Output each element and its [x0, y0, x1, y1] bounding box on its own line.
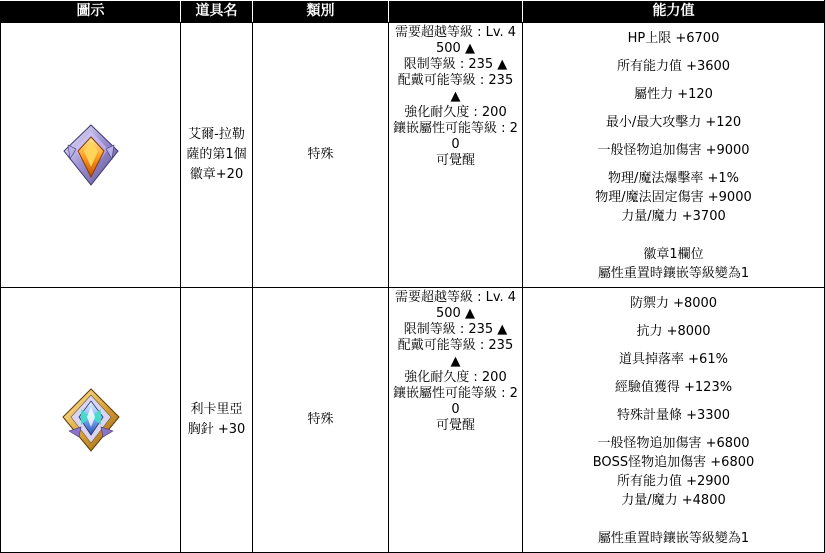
table-row: [1, 288, 825, 553]
stat-line: 物理/魔法固定傷害 +9000: [595, 190, 752, 205]
emblem-badge-icon: [60, 123, 122, 187]
req-line: 配戴可能等級 : 235 ▲: [397, 73, 514, 104]
stat-line: 最小/最大攻擊力 +120: [605, 115, 742, 130]
stat-line: BOSS怪物追加傷害 +6800: [592, 455, 755, 470]
requirements-cell: [389, 288, 523, 553]
header-stats: 能力值: [523, 1, 825, 23]
stat-line: 一般怪物追加傷害 +9000: [597, 143, 750, 158]
req-line: 需要超越等級 : Lv. 4500 ▲: [394, 25, 517, 56]
item-name: 艾爾-拉勒薩的第1個徽章+20: [186, 127, 247, 182]
icon-cell: [1, 23, 181, 288]
item-type: 特殊: [307, 412, 334, 427]
stat-line: 屬性重置時鑲嵌等級變為1: [597, 531, 750, 546]
stat-line: 徽章1欄位: [643, 247, 704, 262]
req-line: 需要超越等級 : Lv. 4500 ▲: [394, 290, 517, 321]
item-type-cell: [253, 23, 389, 288]
req-line: 限制等級 : 235 ▲: [403, 322, 508, 337]
req-line: 可覺醒: [435, 418, 475, 433]
stat-line: 特殊計量條 +3300: [616, 408, 731, 423]
stat-line: 所有能力值 +2900: [616, 474, 731, 489]
req-line: 鑲嵌屬性可能等級 : 20: [393, 121, 518, 152]
header-row: [1, 1, 825, 23]
item-name-cell: [181, 288, 253, 553]
stats-cell: [523, 288, 825, 553]
stat-line: 屬性重置時鑲嵌等級變為1: [597, 266, 750, 281]
icon-cell: [1, 288, 181, 553]
req-line: 強化耐久度 : 200: [404, 370, 507, 385]
brooch-icon: [59, 387, 123, 453]
header-icon: 圖示: [1, 1, 181, 23]
item-type-cell: [253, 288, 389, 553]
stat-line: 防禦力 +8000: [629, 296, 718, 311]
stat-line: 屬性力 +120: [634, 87, 713, 102]
header-requirements: [389, 1, 523, 23]
stat-line: 力量/魔力 +4800: [621, 493, 726, 508]
stat-line: 物理/魔法爆擊率 +1%: [607, 171, 740, 186]
stats-cell: [523, 23, 825, 288]
requirements-cell: [389, 23, 523, 288]
stat-line: 抗力 +8000: [636, 324, 711, 339]
stat-line: HP上限 +6700: [627, 31, 720, 46]
stat-line: 力量/魔力 +3700: [621, 209, 726, 224]
req-line: 可覺醒: [435, 153, 475, 168]
item-name: 利卡里亞胸針 +30: [187, 402, 246, 437]
header-type: 類別: [253, 1, 389, 23]
stat-line: 道具掉落率 +61%: [619, 352, 728, 367]
header-name: 道具名: [181, 1, 253, 23]
item-name-cell: [181, 23, 253, 288]
stat-line: 一般怪物追加傷害 +6800: [597, 436, 750, 451]
req-line: 強化耐久度 : 200: [404, 105, 507, 120]
req-line: 配戴可能等級 : 235 ▲: [397, 338, 514, 369]
stat-line: 所有能力值 +3600: [616, 59, 731, 74]
table-row: [1, 23, 825, 288]
req-line: 限制等級 : 235 ▲: [403, 57, 508, 72]
stat-line: 經驗值獲得 +123%: [614, 380, 733, 395]
req-line: 鑲嵌屬性可能等級 : 20: [393, 386, 518, 417]
item-type: 特殊: [307, 147, 334, 162]
